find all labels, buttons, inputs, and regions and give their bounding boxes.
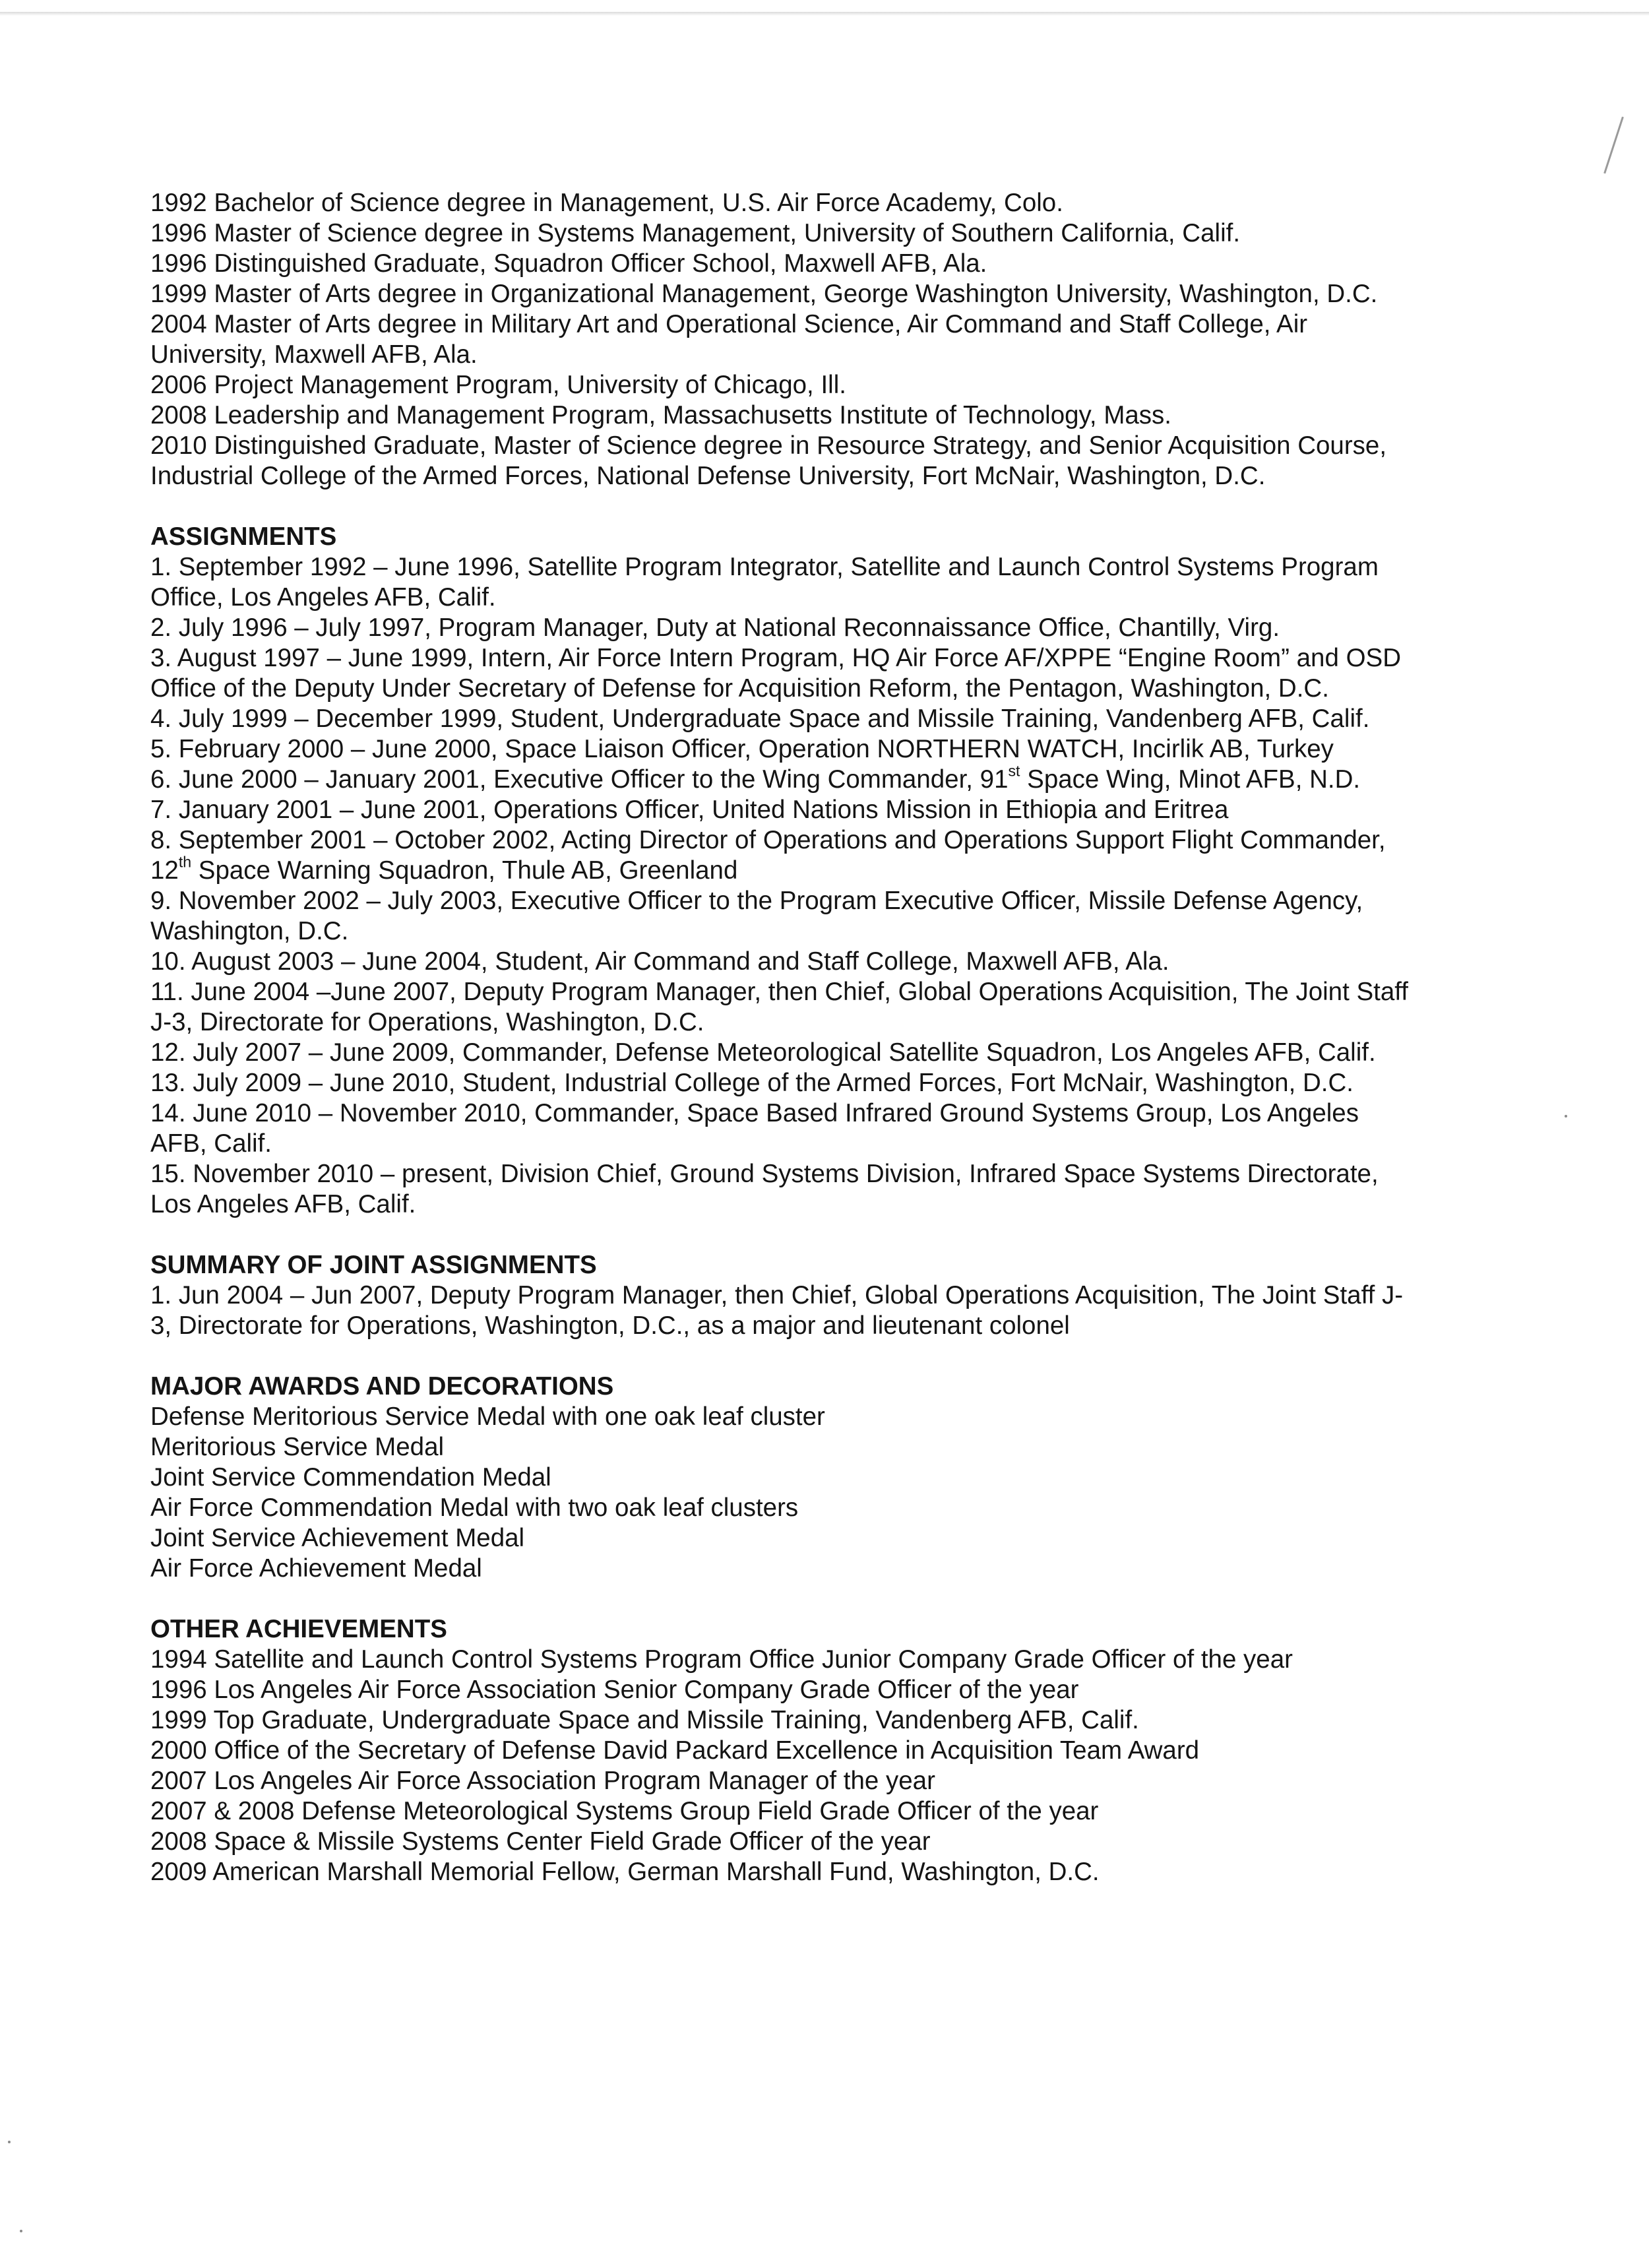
award-line: Meritorious Service Medal	[150, 1433, 445, 1461]
assignment-line: 8. September 2001 – October 2002, Acting Director of Operations and Operations Support Flight Commander,	[150, 826, 1386, 854]
document-page	[150, 188, 1549, 1918]
achievements-section	[150, 1614, 1549, 1887]
achievement-line: 2009 American Marshall Memorial Fellow, German Marshall Fund, Washington, D.C.	[150, 1858, 1100, 1886]
award-line: Joint Service Commendation Medal	[150, 1463, 551, 1492]
ordinal-suffix: st	[1008, 762, 1020, 780]
achievement-line: 2008 Space & Missile Systems Center Field Grade Officer of the year	[150, 1827, 931, 1856]
assignment-line: 14. June 2010 – November 2010, Commander, Space Based Infrared Ground Systems Group, Los Angeles	[150, 1099, 1359, 1127]
education-line: 2010 Distinguished Graduate, Master of Science degree in Resource Strategy, and Senior Acquisition Course,	[150, 431, 1387, 460]
assignment-line: Los Angeles AFB, Calif.	[150, 1190, 416, 1218]
assignment-line: 12. July 2007 – June 2009, Commander, Defense Meteorological Satellite Squadron, Los Angeles AFB, Calif.	[150, 1038, 1376, 1067]
education-line: 1999 Master of Arts degree in Organizational Management, George Washington University, Washington, D.C.	[150, 280, 1378, 308]
award-line: Joint Service Achievement Medal	[150, 1524, 525, 1552]
pen-mark	[1603, 117, 1624, 174]
achievement-line: 1999 Top Graduate, Undergraduate Space and Missile Training, Vandenberg AFB, Calif.	[150, 1706, 1139, 1734]
education-line: 1992 Bachelor of Science degree in Management, U.S. Air Force Academy, Colo.	[150, 189, 1063, 217]
assignment-line: 2. July 1996 – July 1997, Program Manager, Duty at National Reconnaissance Office, Chantilly, Virg.	[150, 614, 1280, 642]
assignment-text: Space Wing, Minot AFB, N.D.	[1020, 765, 1361, 794]
award-line: Defense Meritorious Service Medal with one oak leaf cluster	[150, 1402, 825, 1431]
award-line: Air Force Commendation Medal with two oak leaf clusters	[150, 1494, 799, 1522]
assignment-line: J-3, Directorate for Operations, Washington, D.C.	[150, 1008, 704, 1036]
achievement-line: 2000 Office of the Secretary of Defense David Packard Excellence in Acquisition Team Award	[150, 1736, 1200, 1765]
assignment-line: 13. July 2009 – June 2010, Student, Industrial College of the Armed Forces, Fort McNair, Washington, D.C.	[150, 1069, 1353, 1097]
speck	[1565, 1115, 1567, 1118]
education-line: 2008 Leadership and Management Program, Massachusetts Institute of Technology, Mass.	[150, 401, 1172, 429]
joint-assignment-line: 1. Jun 2004 – Jun 2007, Deputy Program Manager, then Chief, Global Operations Acquisition, The Joint Staff J-	[150, 1281, 1404, 1309]
education-line: 2004 Master of Arts degree in Military Art and Operational Science, Air Command and Staff College, Air	[150, 310, 1308, 338]
achievement-line: 2007 & 2008 Defense Meteorological Systems Group Field Grade Officer of the year	[150, 1797, 1099, 1825]
assignment-text: 6. June 2000 – January 2001, Executive Officer to the Wing Commander, 91	[150, 765, 1009, 794]
joint-assignment-line: 3, Directorate for Operations, Washington, D.C., as a major and lieutenant colonel	[150, 1311, 1070, 1340]
speck	[8, 2141, 11, 2143]
joint-assignments-section	[150, 1250, 1549, 1341]
awards-section	[150, 1371, 1549, 1584]
achievement-line: 1994 Satellite and Launch Control Systems Program Office Junior Company Grade Officer of the year	[150, 1645, 1293, 1674]
education-line: 1996 Master of Science degree in Systems Management, University of Southern California, Calif.	[150, 219, 1241, 247]
assignment-line: 11. June 2004 –June 2007, Deputy Program Manager, then Chief, Global Operations Acquisition, The Joint Staff	[150, 978, 1408, 1006]
assignment-line: 3. August 1997 – June 1999, Intern, Air Force Intern Program, HQ Air Force AF/XPPE “Engine Room” and OSD	[150, 644, 1401, 672]
achievement-line: 1996 Los Angeles Air Force Association Senior Company Grade Officer of the year	[150, 1676, 1079, 1704]
assignments-heading: ASSIGNMENTS	[150, 522, 337, 551]
assignment-line: AFB, Calif.	[150, 1129, 272, 1158]
scan-edge	[0, 12, 1649, 16]
achievement-line: 2007 Los Angeles Air Force Association Program Manager of the year	[150, 1767, 935, 1795]
education-line: Industrial College of the Armed Forces, National Defense University, Fort McNair, Washington, D.C.	[150, 462, 1266, 490]
assignment-line: 15. November 2010 – present, Division Chief, Ground Systems Division, Infrared Space Systems Directorate,	[150, 1160, 1379, 1188]
education-section	[150, 188, 1549, 491]
award-line: Air Force Achievement Medal	[150, 1554, 482, 1583]
assignment-line: Office, Los Angeles AFB, Calif.	[150, 583, 496, 612]
awards-heading: MAJOR AWARDS AND DECORATIONS	[150, 1372, 614, 1401]
assignment-line: 10. August 2003 – June 2004, Student, Air Command and Staff College, Maxwell AFB, Ala.	[150, 947, 1169, 976]
assignment-line: Washington, D.C.	[150, 917, 349, 945]
speck	[20, 2230, 22, 2232]
education-line: 1996 Distinguished Graduate, Squadron Officer School, Maxwell AFB, Ala.	[150, 249, 987, 278]
assignment-line: 9. November 2002 – July 2003, Executive Officer to the Program Executive Officer, Missile Defense Agency,	[150, 887, 1363, 915]
education-line: University, Maxwell AFB, Ala.	[150, 340, 478, 369]
assignment-line: 1. September 1992 – June 1996, Satellite Program Integrator, Satellite and Launch Control Systems Program	[150, 553, 1379, 581]
assignment-line	[150, 762, 1549, 795]
assignment-line: 7. January 2001 – June 2001, Operations Officer, United Nations Mission in Ethiopia and Eritrea	[150, 796, 1229, 824]
assignment-text: Space Warning Squadron, Thule AB, Greenland	[191, 856, 738, 885]
ordinal-suffix: th	[178, 853, 192, 871]
assignment-line: 4. July 1999 – December 1999, Student, Undergraduate Space and Missile Training, Vandenberg AFB, Calif.	[150, 705, 1370, 733]
assignment-line: Office of the Deputy Under Secretary of Defense for Acquisition Reform, the Pentagon, Washington, D.C.	[150, 674, 1329, 703]
joint-assignments-heading: SUMMARY OF JOINT ASSIGNMENTS	[150, 1251, 597, 1279]
achievements-heading: OTHER ACHIEVEMENTS	[150, 1615, 447, 1643]
assignment-line	[150, 853, 1549, 886]
education-line: 2006 Project Management Program, University of Chicago, Ill.	[150, 371, 846, 399]
assignments-section	[150, 522, 1549, 1220]
assignment-line: 5. February 2000 – June 2000, Space Liaison Officer, Operation NORTHERN WATCH, Incirlik AB, Turkey	[150, 735, 1334, 763]
assignment-text: 12	[150, 856, 179, 885]
